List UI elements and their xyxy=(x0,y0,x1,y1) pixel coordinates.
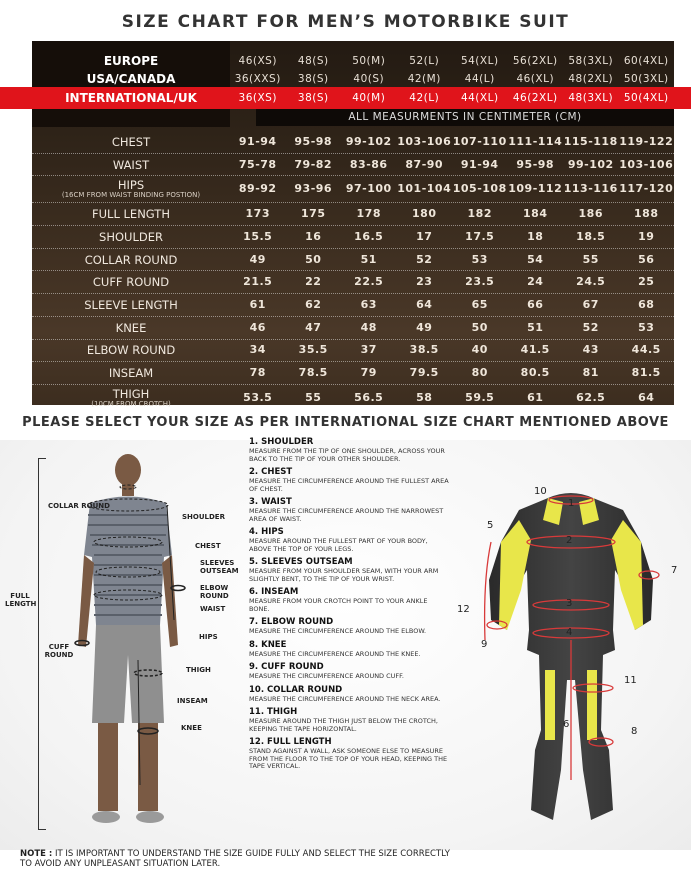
chest-label: CHEST xyxy=(195,542,221,550)
instruction-title: 2. CHEST xyxy=(249,467,293,477)
measurement-value: 52 xyxy=(582,320,599,334)
measurement-value: 80.5 xyxy=(520,366,550,380)
measurement-row xyxy=(32,154,674,177)
measurement-row xyxy=(32,294,674,317)
note-body: IT IS IMPORTANT TO UNDERSTAND THE SIZE GUIDE FULLY AND SELECT THE SIZE CORRECTLY TO AVOID ANY UNPLEASANT SITUATION LATER. xyxy=(20,849,450,869)
usa-size-row xyxy=(32,70,674,88)
note-label: NOTE : xyxy=(20,849,53,859)
usa-size-cell: 48(2XL) xyxy=(568,73,614,85)
measurement-value: 103-106 xyxy=(397,134,452,148)
usa-size-cell: 40(S) xyxy=(353,73,385,85)
measurement-value: 56 xyxy=(638,252,655,266)
measurement-value: 55 xyxy=(582,252,599,266)
measurement-row xyxy=(32,271,674,294)
measurement-value: 49 xyxy=(416,320,433,334)
hips-label: HIPS xyxy=(199,633,218,641)
measurement-value: 103-106 xyxy=(619,157,674,171)
measurement-value: 175 xyxy=(301,207,326,221)
suit-number-8: 8 xyxy=(631,726,638,737)
suit-number-6: 6 xyxy=(563,719,570,730)
measurement-value: 48 xyxy=(360,320,377,334)
measurement-row xyxy=(32,176,674,203)
measurement-rows xyxy=(32,131,674,412)
instruction-item xyxy=(249,707,449,733)
measurement-value: 182 xyxy=(467,207,492,221)
measurement-name: SHOULDER xyxy=(99,229,163,244)
measurement-value: 40 xyxy=(471,343,488,357)
measurement-row xyxy=(32,226,674,249)
measurement-row xyxy=(32,362,674,385)
measurement-value: 62.5 xyxy=(576,390,606,404)
instruction-item xyxy=(249,685,449,704)
measurement-name: CHEST xyxy=(111,134,151,149)
instruction-item xyxy=(249,640,449,659)
select-size-heading: PLEASE SELECT YOUR SIZE AS PER INTERNATIONAL SIZE CHART MENTIONED ABOVE xyxy=(22,415,669,430)
instruction-description: MEASURE THE CIRCUMFERENCE AROUND THE NARROWEST AREA OF WAIST. xyxy=(249,507,444,523)
units-note: ALL MEASURMENTS IN CENTIMETER (CM) xyxy=(256,109,674,126)
elbow-round-label: ELBOW ROUND xyxy=(200,584,229,600)
instruction-title: 4. HIPS xyxy=(249,527,284,537)
measurement-value: 99-102 xyxy=(345,134,392,148)
instruction-item xyxy=(249,662,449,681)
measurement-value: 81.5 xyxy=(631,366,661,380)
measurement-value: 24.5 xyxy=(576,275,606,289)
measurement-value: 107-110 xyxy=(452,134,507,148)
measurement-value: 15.5 xyxy=(243,229,273,243)
measurement-value: 17.5 xyxy=(465,229,495,243)
usa-size-cell: 46(XL) xyxy=(516,73,555,85)
instruction-item xyxy=(249,437,449,463)
measurement-value: 178 xyxy=(356,207,381,221)
measurement-label xyxy=(32,322,230,334)
measurement-value: 75-78 xyxy=(238,157,277,171)
europe-size-cell: 48(S) xyxy=(297,55,329,67)
measurement-value: 117-120 xyxy=(619,182,674,196)
measurement-value: 56.5 xyxy=(354,390,384,404)
instruction-item xyxy=(249,617,449,636)
instruction-description: MEASURE THE CIRCUMFERENCE AROUND THE KNEE. xyxy=(249,649,421,658)
measurement-value: 38.5 xyxy=(409,343,439,357)
instruction-title: 11. THIGH xyxy=(249,707,298,717)
instruction-title: 7. ELBOW ROUND xyxy=(249,617,334,627)
measurement-value: 55 xyxy=(305,390,322,404)
measurement-name: WAIST xyxy=(112,157,150,172)
instruction-title: 1. SHOULDER xyxy=(249,437,314,447)
measurement-value: 53.5 xyxy=(243,390,273,404)
measurement-label xyxy=(32,136,230,148)
measurement-label xyxy=(32,388,230,408)
measurement-value: 51 xyxy=(527,320,544,334)
measurement-label xyxy=(32,231,230,243)
measurement-value: 99-102 xyxy=(567,157,614,171)
measurement-name: ELBOW ROUND xyxy=(86,343,176,358)
measurement-label xyxy=(32,367,230,379)
instruction-description: MEASURE FROM YOUR CROTCH POINT TO YOUR ANKLE BONE. xyxy=(249,597,428,613)
measurement-value: 18.5 xyxy=(576,229,606,243)
international-size-cell: 46(2XL) xyxy=(512,92,558,104)
measurement-value: 93-96 xyxy=(294,182,333,196)
measurement-value: 91-94 xyxy=(460,157,499,171)
international-size-cell: 38(S) xyxy=(297,92,329,104)
measurement-subnote: (10CM FROM CROTCH) xyxy=(91,399,171,408)
measurement-value: 184 xyxy=(523,207,548,221)
measurement-row xyxy=(32,317,674,340)
measurement-value: 188 xyxy=(634,207,659,221)
measurement-label xyxy=(32,299,230,311)
international-size-cell: 40(M) xyxy=(352,92,386,104)
measurement-value: 25 xyxy=(638,275,655,289)
instruction-description: MEASURE THE CIRCUMFERENCE AROUND CUFF. xyxy=(249,672,404,680)
measurement-value: 21.5 xyxy=(243,275,273,289)
measurement-value: 16.5 xyxy=(354,229,384,243)
measurement-value: 51 xyxy=(360,252,377,266)
measurement-value: 81 xyxy=(582,366,599,380)
instruction-description: MEASURE AROUND THE THIGH JUST BELOW THE CROTCH, KEEPING THE TAPE HORIZONTAL. xyxy=(249,717,438,733)
instruction-title: 3. WAIST xyxy=(249,497,292,507)
collar-round-label: COLLAR ROUND xyxy=(48,502,110,510)
measurement-value: 78 xyxy=(249,366,266,380)
europe-size-row xyxy=(32,52,674,70)
measurement-value: 22 xyxy=(305,275,322,289)
measurement-value: 46 xyxy=(249,320,266,334)
europe-label: EUROPE xyxy=(103,54,159,68)
instruction-item xyxy=(249,557,449,583)
measurement-value: 50 xyxy=(305,252,322,266)
page-title: SIZE CHART FOR MEN’S MOTORBIKE SUIT xyxy=(121,12,570,32)
usa-label: USA/CANADA xyxy=(86,72,176,86)
instructions-list xyxy=(249,437,449,775)
measurement-label xyxy=(32,159,230,171)
suit-number-4: 4 xyxy=(566,627,573,638)
measurement-value: 79 xyxy=(360,366,377,380)
measurement-value: 115-118 xyxy=(563,134,618,148)
instruction-title: 10. COLLAR ROUND xyxy=(249,684,343,695)
measurement-label xyxy=(32,179,230,199)
measurement-value: 61 xyxy=(249,297,266,311)
instruction-description: MEASURE THE CIRCUMFERENCE AROUND THE ELBOW. xyxy=(249,627,427,635)
europe-size-cell: 50(M) xyxy=(352,55,386,67)
measurement-value: 62 xyxy=(305,297,322,311)
instruction-title: 5. SLEEVES OUTSEAM xyxy=(249,557,353,567)
measurement-value: 67 xyxy=(582,297,599,311)
cuff-round-label: CUFF ROUND xyxy=(44,643,74,659)
measurement-name: SLEEVE LENGTH xyxy=(84,297,178,312)
suit-number-11: 11 xyxy=(624,675,637,686)
measurement-value: 97-100 xyxy=(345,182,392,196)
measurement-name: THIGH xyxy=(112,386,150,401)
international-size-cell: 50(4XL) xyxy=(623,92,669,104)
measurement-value: 101-104 xyxy=(397,182,452,196)
instruction-item xyxy=(249,587,449,613)
instruction-item xyxy=(249,527,449,553)
measurement-value: 16 xyxy=(305,229,322,243)
instruction-item xyxy=(249,737,449,771)
international-size-cell: 36(XS) xyxy=(238,92,277,104)
motorbike-suit-figure xyxy=(463,480,683,842)
measurement-value: 34 xyxy=(249,343,266,357)
measurement-value: 89-92 xyxy=(238,182,277,196)
europe-size-cell: 60(4XL) xyxy=(623,55,669,67)
measurement-value: 44.5 xyxy=(631,343,661,357)
measurement-label xyxy=(32,344,230,356)
suit-number-12: 12 xyxy=(457,604,470,615)
international-size-row xyxy=(0,87,691,109)
measurement-value: 83-86 xyxy=(349,157,388,171)
instruction-description: MEASURE THE CIRCUMFERENCE AROUND THE NECK AREA. xyxy=(249,694,441,703)
measurement-value: 63 xyxy=(360,297,377,311)
measurement-value: 52 xyxy=(416,252,433,266)
measurement-value: 68 xyxy=(638,297,655,311)
suit-number-7: 7 xyxy=(671,565,678,576)
usa-size-cell: 36(XXS) xyxy=(234,73,281,85)
usa-size-cell: 42(M) xyxy=(407,73,441,85)
measurement-name: FULL LENGTH xyxy=(92,207,170,222)
measurement-value: 18 xyxy=(527,229,544,243)
shoulder-label: SHOULDER xyxy=(182,513,225,521)
full-length-label: FULL LENGTH xyxy=(5,592,37,608)
measurement-label xyxy=(32,276,230,288)
measurement-value: 65 xyxy=(471,297,488,311)
measurement-value: 61 xyxy=(527,390,544,404)
measurement-label xyxy=(32,208,230,220)
instruction-description: MEASURE FROM THE TIP OF ONE SHOULDER, ACROSS YOUR BACK TO THE TIP OF YOUR OTHER SHOULDER. xyxy=(249,447,445,463)
suit-number-2: 2 xyxy=(566,535,573,546)
instruction-item xyxy=(249,467,449,493)
measurement-value: 64 xyxy=(416,297,433,311)
measurement-value: 80 xyxy=(471,366,488,380)
europe-size-cell: 46(XS) xyxy=(238,55,277,67)
measurement-value: 35.5 xyxy=(298,343,328,357)
thigh-label: THIGH xyxy=(186,666,211,674)
measurement-value: 173 xyxy=(245,207,270,221)
usa-size-cell: 38(S) xyxy=(297,73,329,85)
instruction-title: 12. FULL LENGTH xyxy=(249,737,332,747)
measurement-value: 180 xyxy=(412,207,437,221)
usa-size-cell: 44(L) xyxy=(464,73,495,85)
measurement-name: COLLAR ROUND xyxy=(84,252,178,267)
measurement-value: 109-112 xyxy=(508,182,563,196)
measurement-row xyxy=(32,385,674,412)
measurement-value: 64 xyxy=(638,390,655,404)
measurement-value: 41.5 xyxy=(520,343,550,357)
measurement-value: 87-90 xyxy=(405,157,444,171)
europe-size-cell: 52(L) xyxy=(409,55,440,67)
suit-number-3: 3 xyxy=(566,598,573,609)
instruction-description: MEASURE THE CIRCUMFERENCE AROUND THE FULLEST AREA OF CHEST. xyxy=(249,477,449,493)
note-text xyxy=(20,849,450,869)
measurement-value: 79.5 xyxy=(409,366,439,380)
measurement-value: 78.5 xyxy=(298,366,328,380)
measurement-row xyxy=(32,340,674,363)
europe-size-cell: 58(3XL) xyxy=(568,55,614,67)
measurement-value: 59.5 xyxy=(465,390,495,404)
international-size-cell: 48(3XL) xyxy=(568,92,614,104)
measurement-value: 95-98 xyxy=(294,134,333,148)
sleeves-outseam-label: SLEEVES OUTSEAM xyxy=(200,559,239,575)
measurement-value: 22.5 xyxy=(354,275,384,289)
measurement-row xyxy=(32,249,674,272)
europe-size-cell: 54(XL) xyxy=(460,55,499,67)
measurement-row xyxy=(32,131,674,154)
measurement-value: 186 xyxy=(578,207,603,221)
measurement-value: 47 xyxy=(305,320,322,334)
international-size-cell: 44(XL) xyxy=(460,92,499,104)
measurement-value: 111-114 xyxy=(508,134,563,148)
measurement-name: KNEE xyxy=(115,320,147,335)
instruction-description: MEASURE FROM YOUR SHOULDER SEAM, WITH YOUR ARM SLIGHTLY BENT, TO THE TIP OF YOUR WRIST. xyxy=(249,567,439,583)
measurement-value: 58 xyxy=(416,390,433,404)
size-table xyxy=(32,41,674,408)
measurement-value: 66 xyxy=(527,297,544,311)
measurement-value: 17 xyxy=(416,229,433,243)
measurement-value: 49 xyxy=(249,252,266,266)
measurement-value: 53 xyxy=(471,252,488,266)
suit-number-5: 5 xyxy=(487,520,494,531)
international-size-cell: 42(L) xyxy=(409,92,440,104)
measurement-value: 50 xyxy=(471,320,488,334)
europe-size-cell: 56(2XL) xyxy=(512,55,558,67)
instruction-description: MEASURE AROUND THE FULLEST PART OF YOUR BODY, ABOVE THE TOP OF YOUR LEGS. xyxy=(249,537,428,553)
measurement-value: 95-98 xyxy=(516,157,555,171)
measurement-value: 19 xyxy=(638,229,655,243)
measurement-value: 43 xyxy=(582,343,599,357)
instruction-description: STAND AGAINST A WALL, ASK SOMEONE ELSE TO MEASURE FROM THE FLOOR TO THE TOP OF YOUR HEAD, KEEPING THE TAPE VERTICAL. xyxy=(249,747,448,770)
usa-size-cell: 50(3XL) xyxy=(623,73,669,85)
measurement-row xyxy=(32,203,674,226)
measurement-name: HIPS xyxy=(117,178,145,193)
measurement-value: 23.5 xyxy=(465,275,495,289)
international-label: INTERNATIONAL/UK xyxy=(65,91,197,105)
measurement-subnote: (16CM FROM WAIST BINDING POSTION) xyxy=(61,191,201,200)
waist-label: WAIST xyxy=(200,605,226,613)
instruction-title: 9. CUFF ROUND xyxy=(249,662,324,672)
measurement-value: 23 xyxy=(416,275,433,289)
measurement-value: 37 xyxy=(360,343,377,357)
suit-number-10: 10 xyxy=(534,486,547,497)
measurement-value: 119-122 xyxy=(619,134,674,148)
measurement-value: 54 xyxy=(527,252,544,266)
suit-number-9: 9 xyxy=(481,639,488,650)
measurement-name: INSEAM xyxy=(108,366,154,381)
suit-number-1: 1 xyxy=(568,498,575,509)
measurement-value: 79-82 xyxy=(294,157,333,171)
instruction-title: 6. INSEAM xyxy=(249,587,299,597)
measurement-value: 91-94 xyxy=(238,134,277,148)
measurement-label xyxy=(32,254,230,266)
knee-label: KNEE xyxy=(181,724,202,732)
inseam-label: INSEAM xyxy=(177,697,208,705)
instruction-item xyxy=(249,497,449,523)
measurement-value: 53 xyxy=(638,320,655,334)
measurement-value: 105-108 xyxy=(452,182,507,196)
measurement-value: 24 xyxy=(527,275,544,289)
instruction-title: 8. KNEE xyxy=(249,639,287,650)
measurement-value: 113-116 xyxy=(563,182,618,196)
measurement-name: CUFF ROUND xyxy=(92,275,170,290)
